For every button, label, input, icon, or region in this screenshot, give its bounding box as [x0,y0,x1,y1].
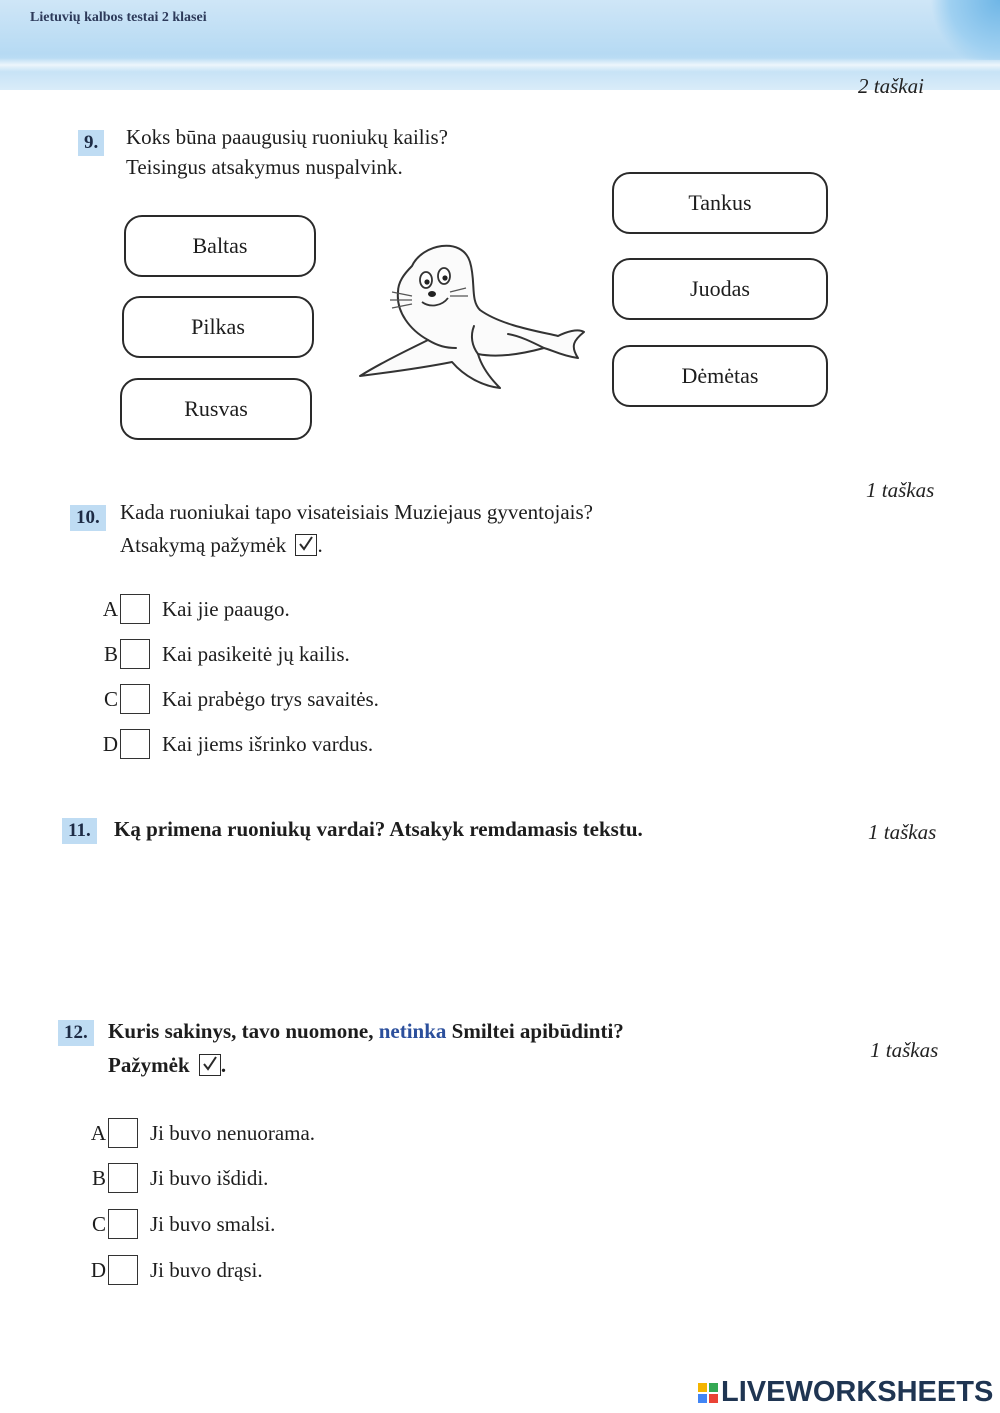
q10-number: 10. [70,505,106,531]
q10-points: 1 taškas [866,478,935,502]
liveworksheets-logo [698,1376,993,1409]
q12-instruction-text: Pažymėk [108,1053,190,1077]
logo-mark-icon [698,1383,718,1403]
q12-option-d[interactable] [84,1253,263,1287]
q9-option-baltas[interactable]: Baltas [124,215,316,277]
q12-option-b[interactable] [84,1161,268,1195]
answer-checkbox[interactable] [108,1209,138,1239]
q11-points: 1 taškas [868,820,937,844]
option-letter: C [91,1211,106,1236]
option-letter: D [90,1257,106,1282]
q12-number: 12. [58,1020,94,1046]
option-letter: D [102,731,118,756]
q12-option-c[interactable] [84,1207,275,1241]
q10-option-a[interactable] [96,592,290,626]
answer-checkbox[interactable] [108,1255,138,1285]
q12-instruction-period: . [220,1053,227,1077]
option-text: Ji buvo smalsi. [150,1211,276,1236]
q10-question: Kada ruoniukai tapo visateisiais Muziejaus gyventojais? [120,500,593,524]
book-title: Lietuvių kalbos testai 2 klasei [30,10,207,25]
seal-pup-illustration [352,236,592,396]
option-text: Kai jiems išrinko vardus. [162,731,374,756]
q9-option-rusvas[interactable]: Rusvas [120,378,312,440]
option-letter: B [103,641,118,666]
option-text: Ji buvo drąsi. [150,1257,263,1282]
answer-checkbox[interactable] [120,684,150,714]
header-corner [930,0,1000,60]
answer-checkbox[interactable] [108,1163,138,1193]
q10-option-b[interactable] [96,637,350,671]
option-text: Ji buvo nenuorama. [150,1120,316,1145]
q9-instruction: Teisingus atsakymus nuspalvink. [126,155,403,179]
q9-option-juodas[interactable]: Juodas [612,258,828,320]
q9-option-pilkas[interactable]: Pilkas [122,296,314,358]
answer-checkbox[interactable] [108,1118,138,1148]
q12-question-start: Kuris sakinys, tavo nuomone, [108,1019,374,1043]
option-text: Kai pasikeitė jų kailis. [162,641,350,666]
q10-instruction-text: Atsakymą pažymėk [120,533,287,557]
q12-question-emphasis: netinka [378,1019,447,1043]
option-letter: A [102,596,118,621]
q10-option-c[interactable] [96,682,379,716]
q11-question: Ką primena ruoniukų vardai? Atsakyk remdamasis tekstu. [114,817,643,841]
q9-points: 2 taškai [858,74,924,98]
q12-option-a[interactable] [84,1116,315,1150]
q11-number: 11. [62,818,97,844]
q10-option-d[interactable] [96,727,373,761]
option-text: Ji buvo išdidi. [150,1165,269,1190]
q9-option-tankus[interactable]: Tankus [612,172,828,234]
option-text: Kai jie paaugo. [162,596,290,621]
checkmark-icon [199,1054,221,1076]
option-letter: A [90,1120,106,1145]
option-letter: B [91,1165,106,1190]
q9-question: Koks būna paaugusių ruoniukų kailis? [126,125,448,149]
q12-question-end: Smiltei apibūdinti? [451,1019,624,1043]
q10-instruction [120,530,323,560]
q12-question [108,1016,624,1046]
answer-checkbox[interactable] [120,594,150,624]
checkmark-icon [295,534,317,556]
option-letter: C [103,686,118,711]
q12-instruction [108,1050,226,1080]
answer-checkbox[interactable] [120,729,150,759]
answer-checkbox[interactable] [120,639,150,669]
q10-instruction-period: . [317,533,323,557]
q12-points: 1 taškas [870,1038,939,1062]
option-text: Kai prabėgo trys savaitės. [162,686,379,711]
q9-option-demetas[interactable]: Dėmėtas [612,345,828,407]
header-edge [0,58,1000,72]
logo-text: LIVEWORKSHEETS [721,1376,994,1408]
q9-number: 9. [78,130,104,156]
